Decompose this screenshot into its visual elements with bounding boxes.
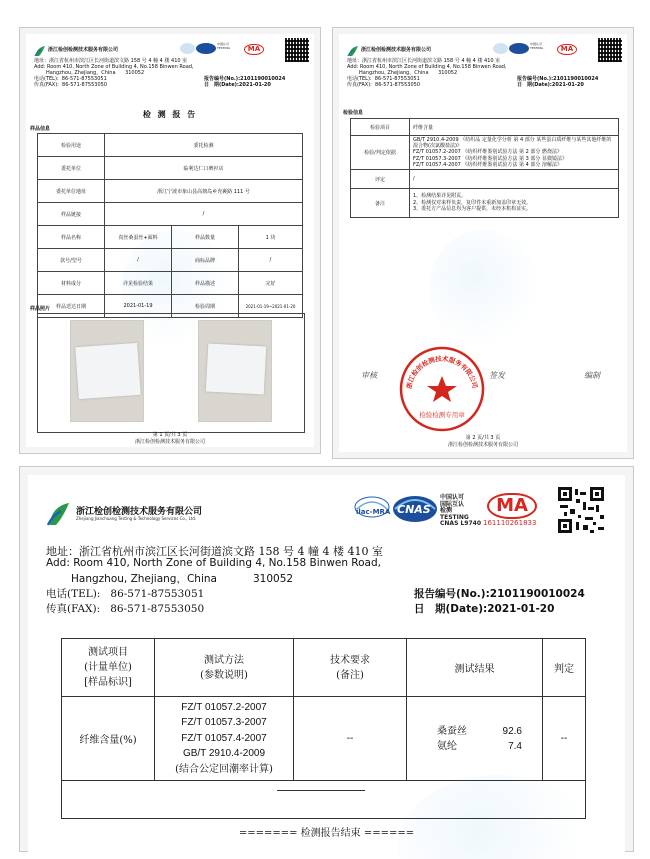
- company-city: Hangzhou, Zhejiang，China 310052: [359, 70, 458, 76]
- company-address-en: Add: Room 410, North Zone of Building 4, No.158 Binwen Road,: [46, 557, 381, 569]
- photo-box: [37, 313, 305, 433]
- company-name: 浙江检创检测技术服务有限公司: [361, 47, 432, 53]
- table-row: [62, 781, 586, 819]
- company-name: 浙江检创检测技术服务有限公司: [48, 47, 119, 53]
- report-date: 日 期(Date):2021-01-20: [517, 82, 584, 88]
- report-number: 报告编号(No.):2101190010024: [517, 76, 599, 82]
- cnas-accreditation-text: 中国认可 国际互认 检测 TESTING CNAS L9740: [440, 494, 482, 527]
- divider: [277, 790, 365, 791]
- report-page-2: [332, 27, 634, 459]
- report-page-1: [19, 27, 321, 454]
- company-logo-icon: [34, 45, 46, 57]
- signature-issuer: 签发: [489, 371, 505, 380]
- cnas-accreditation-text: 中国认可 TESTING: [530, 42, 543, 50]
- ilac-mra-logo: ilac-MRA: [353, 495, 391, 521]
- qr-code: [558, 487, 604, 533]
- company-name: 浙江检创检测技术服务有限公司: [76, 507, 203, 517]
- table-row: 检验/判定依据 GB/T 2910.4-2009 《纺织品 定量化学分析 第 4 部分 某些蛋白质纤维与某些其他纤维的混合物(次氯酸盐法)》 FZ/T 01057.2-2007 《纺织纤维鉴别试验方法 第 2 部分 燃烧法》 FZ/T 01057.3-2007 《纺织纤维鉴别试验方法 第 3 部分 显微镜法》 FZ/T 01057.4-2007 《纺织纤维鉴别试验方法 第 4 部分 溶解法》: [351, 136, 619, 170]
- basis-line: FZ/T 01057.3-2007 《纺织纤维鉴别试验方法 第 3 部分 显微镜法》: [413, 155, 567, 162]
- table-row: 备注 1、检测结果详见附页。 2、检测仅对来样负责，复印件未重新加盖印章无效。 3、委托方产品信息均为客户提供，未经本机构证实。: [351, 189, 619, 218]
- table-row: 样品送达日期 2021-01-19 检验周期 2021-01-19~2021-01-20: [38, 295, 303, 318]
- company-name-en: Zhejiang Jianchuang Testing & Technology Services Co., Ltd.: [76, 516, 197, 521]
- company-fax: 传真(FAX): 86-571-87553050: [34, 82, 108, 88]
- qr-code: [285, 38, 309, 62]
- report-title: 检 测 报 告: [142, 110, 198, 119]
- basis-line: FZ/T 01057.2-2007 《纺织纤维鉴别试验方法 第 2 部分 燃烧法》: [413, 149, 562, 156]
- cnas-logo: [196, 43, 216, 54]
- table-header-row: 测试项目 (计量单位) [样品标识] 测试方法 (参数说明) 技术要求 (备注) 测试结果 判定: [62, 639, 586, 697]
- company-fax: 传真(FAX): 86-571-87553050: [347, 82, 421, 88]
- footer-company: 浙江检创检测技术服务有限公司: [134, 439, 205, 445]
- company-logo-icon: [347, 45, 359, 57]
- cma-logo: MA: [557, 44, 577, 55]
- test-info-table: [350, 118, 619, 218]
- cma-logo: MA: [244, 44, 264, 55]
- cnas-accreditation-text: 中国认可 TESTING: [217, 42, 230, 50]
- signature-reviewer: 审核: [361, 371, 377, 380]
- cnas-logo: CNAS: [392, 495, 438, 523]
- table-row: 委托单位地址 浙江宁波市象山县高塘岛乡充裹路 111 号: [38, 180, 303, 203]
- company-fax: 传真(FAX): 86-571-87553050: [46, 603, 205, 615]
- cnas-logo: [509, 43, 529, 54]
- company-city: Hangzhou, Zhejiang，China 310052: [46, 70, 145, 76]
- report-number: 报告编号(No.):2101190010024: [414, 588, 585, 600]
- table-row: 委托单位 临利达仁口碑衫店: [38, 157, 303, 180]
- company-tel: 电话(TEL): 86-571-87553051: [34, 76, 107, 82]
- company-city: Hangzhou, Zhejiang，China 310052: [71, 573, 294, 585]
- table-row: 评定 /: [351, 170, 619, 189]
- sample-info-table: [37, 133, 303, 318]
- ilac-mra-logo: [180, 43, 195, 54]
- company-tel: 电话(TEL): 86-571-87553051: [46, 588, 205, 600]
- report-end-marker: ======= 检测报告结束 ======: [238, 828, 415, 839]
- section-test-info: 检验信息: [343, 110, 364, 116]
- table-row: 检验项目 纤维含量: [351, 119, 619, 136]
- test-results-table: [61, 638, 586, 819]
- table-row: 纤维含量(%) FZ/T 01057.2-2007 FZ/T 01057.3-2007 FZ/T 01057.4-2007 GB/T 2910.4-2009 (结合公定回潮率计算) -- 桑蚕丝 92.6 氨纶 7.4 --: [62, 697, 586, 781]
- company-address-cn: 地址：浙江省杭州市滨江区长河街道滨文路 158 号 4 幢 4 楼 410 室: [34, 58, 188, 64]
- svg-text:检验检测专用章: 检验检测专用章: [419, 411, 465, 419]
- signature-author: 编制: [584, 371, 600, 380]
- section-sample-info: 样品信息: [30, 126, 51, 132]
- basis-line: FZ/T 01057.4-2007 《纺织纤维鉴别试验方法 第 4 部分 溶解法》: [413, 161, 562, 168]
- svg-text:浙江检创检测技术服务有限公司: 浙江检创检测技术服务有限公司: [405, 354, 479, 390]
- footer-company: 浙江检创检测技术服务有限公司: [447, 442, 518, 448]
- section-sample-photo: 样品照片: [30, 306, 51, 312]
- sample-photo-back: [198, 320, 272, 422]
- table-row: 材料成分 详见检验结果 样品描述 完好: [38, 272, 303, 295]
- company-tel: 电话(TEL): 86-571-87553051: [347, 76, 420, 82]
- sample-photo-front: [70, 320, 144, 422]
- result-row: 桑蚕丝 92.6: [437, 725, 522, 737]
- page-number: 第 2 页/共 3 页: [465, 435, 501, 441]
- table-row: 款号/型号 / 商标品牌 /: [38, 249, 303, 272]
- company-address-en: Add: Room 410, North Zone of Building 4, No.158 Binwen Road,: [347, 64, 507, 70]
- report-page-3: [19, 466, 634, 852]
- table-row: 检验用途 委托检测: [38, 134, 303, 157]
- report-date: 日 期(Date):2021-01-20: [204, 82, 271, 88]
- ilac-mra-logo: [493, 43, 508, 54]
- company-address-en: Add: Room 410, North Zone of Building 4, No.158 Binwen Road,: [34, 64, 194, 70]
- table-row: 样品链接 /: [38, 203, 303, 226]
- watermark: [429, 229, 539, 349]
- report-date: 日 期(Date):2021-01-20: [414, 603, 555, 615]
- company-logo-icon: [46, 501, 70, 527]
- official-seal-icon: [397, 344, 487, 434]
- basis-line: GB/T 2910.4-2009 《纺织品 定量化学分析 第 4 部分 某些蛋白质纤维与某些其他纤维的混合物(次氯酸盐法)》: [413, 137, 612, 150]
- report-number: 报告编号(No.):2101190010024: [204, 76, 286, 82]
- result-row: 氨纶 7.4: [437, 740, 522, 752]
- table-row: 样品名称 真丝桑蚕丝+面料 样品数量 1 块: [38, 226, 303, 249]
- cma-logo: MA 161110261833: [483, 495, 537, 527]
- page-number: 第 1 页/共 3 页: [152, 432, 188, 438]
- qr-code: [598, 38, 622, 62]
- company-address-cn: 地址：浙江省杭州市滨江区长河街道滨文路 158 号 4 幢 4 楼 410 室: [347, 58, 501, 64]
- company-address-cn: 地址：浙江省杭州市滨江区长河街道滨文路 158 号 4 幢 4 楼 410 室: [46, 545, 383, 558]
